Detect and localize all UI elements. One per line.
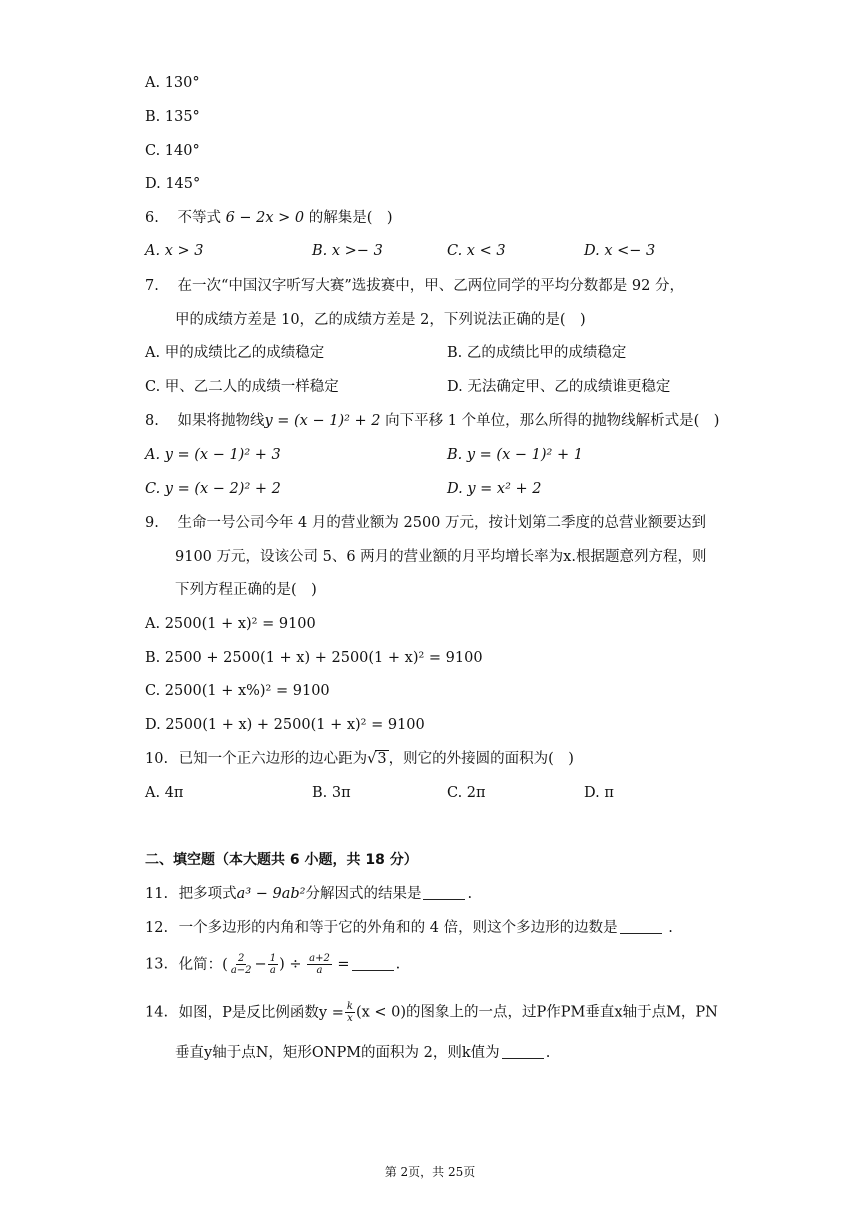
- q6-option-b: B. x >− 3: [312, 243, 383, 259]
- q10-option-c: C. 2π: [447, 785, 486, 801]
- q6-option-d: D. x <− 3: [584, 243, 656, 259]
- q7-option-a: A. 甲的成绩比乙的成绩稳定: [145, 345, 325, 361]
- question-text: (x < 0)的图象上的一点，过P作PM垂直x轴于点M，PN: [355, 1004, 718, 1021]
- question-8: [145, 411, 719, 431]
- q7-option-c: C. 甲、乙二人的成绩一样稳定: [145, 379, 339, 395]
- question-12: [145, 918, 673, 938]
- q10-option-b: B. 3π: [312, 785, 351, 801]
- numerator: 1: [269, 953, 277, 964]
- period: .: [467, 886, 473, 902]
- q7-option-d: D. 无法确定甲、乙的成绩谁更稳定: [447, 379, 671, 395]
- question-text: 已知一个正六边形的边心距为: [178, 751, 368, 767]
- question-text: 向下平移 1 个单位，那么所得的抛物线解析式是( ): [385, 413, 720, 429]
- q7-option-b: B. 乙的成绩比甲的成绩稳定: [447, 345, 627, 361]
- question-9: [145, 513, 706, 533]
- q8-option-b: B. y = (x − 1)² + 1: [447, 447, 583, 463]
- q5-option-b: B. 135°: [145, 109, 200, 125]
- question-14: [145, 1001, 718, 1024]
- q8-option-a: A. y = (x − 1)² + 3: [145, 447, 281, 463]
- question-number: 10.: [145, 751, 169, 767]
- question-text: 在一次“中国汉字听写大赛”选拔赛中，甲、乙两位同学的平均分数都是 92 分，: [177, 278, 684, 294]
- period: .: [395, 956, 401, 973]
- question-number: 13.: [145, 956, 169, 973]
- question-text: 如图，P是反比例函数y =: [178, 1004, 344, 1021]
- math-expression: 6 − 2x > 0: [225, 210, 305, 226]
- question-text: 分解因式的结果是: [305, 886, 422, 902]
- answer-blank: [423, 885, 465, 900]
- question-text: 不等式: [177, 210, 221, 226]
- q5-option-d: D. 145°: [145, 176, 201, 192]
- question-14-line-2: [175, 1043, 550, 1063]
- question-text: 生命一号公司今年 4 月的营业额为 2500 万元，按计划第二季度的总营业额要达到: [177, 515, 707, 531]
- denominator: a−2: [230, 965, 252, 976]
- period: .: [545, 1045, 551, 1061]
- answer-blank: [352, 956, 394, 971]
- fraction: [307, 953, 332, 976]
- question-text: 如果将抛物线: [177, 413, 265, 429]
- q8-option-c: C. y = (x − 2)² + 2: [145, 481, 281, 497]
- question-text: 的解集是( ): [308, 210, 393, 226]
- question-number: 12.: [145, 920, 169, 936]
- q9-option-a: A. 2500(1 + x)² = 9100: [145, 616, 316, 632]
- question-number: 7.: [145, 278, 159, 294]
- page-footer: 第 2页，共 25页: [384, 1165, 476, 1179]
- answer-blank: [502, 1044, 544, 1059]
- denominator: x: [347, 1013, 353, 1024]
- question-number: 6.: [145, 210, 159, 226]
- q9-option-b: B. 2500 + 2500(1 + x) + 2500(1 + x)² = 9100: [145, 650, 483, 666]
- question-text: 垂直y轴于点N，矩形ONPM的面积为 2，则k值为: [175, 1045, 500, 1061]
- operator: =: [337, 956, 350, 973]
- fraction: [268, 953, 278, 976]
- question-number: 8.: [145, 413, 159, 429]
- numerator: a+2: [309, 953, 330, 964]
- question-text: 把多项式: [178, 886, 237, 902]
- q8-option-d: D. y = x² + 2: [447, 481, 542, 497]
- question-6: [145, 208, 393, 228]
- numerator: k: [346, 1001, 353, 1012]
- sqrt-symbol: √: [367, 751, 377, 767]
- section-heading: 二、填空题（本大题共 6 小题，共 18 分）: [145, 852, 418, 868]
- denominator: a: [316, 965, 323, 976]
- question-10: [145, 749, 574, 769]
- operator: −: [254, 956, 267, 973]
- math-expression: y = (x − 1)² + 2: [264, 413, 381, 429]
- operator: ) ÷: [279, 956, 302, 973]
- question-text: 一个多边形的内角和等于它的外角和的 4 倍，则这个多边形的边数是: [178, 920, 618, 936]
- question-number: 9.: [145, 515, 159, 531]
- question-11: [145, 884, 472, 904]
- period: .: [663, 920, 673, 936]
- q10-option-a: A. 4π: [145, 785, 184, 801]
- question-text: ，则它的外接圆的面积为( ): [388, 751, 574, 767]
- q6-option-c: C. x < 3: [447, 243, 506, 259]
- answer-blank: [620, 919, 662, 934]
- q5-option-c: C. 140°: [145, 143, 200, 159]
- q6-option-a: A. x > 3: [145, 243, 204, 259]
- question-7-line-2: 甲的成绩方差是 10，乙的成绩方差是 2，下列说法正确的是( ): [175, 312, 586, 328]
- question-9-line-2: 9100 万元，设该公司 5、6 两月的营业额的月平均增长率为x.根据题意列方程，则: [175, 549, 707, 565]
- question-text: 化简：(: [178, 956, 228, 973]
- fraction: [229, 953, 254, 976]
- sqrt-value: 3: [377, 751, 387, 767]
- q10-option-d: D. π: [584, 785, 614, 801]
- numerator: 2: [238, 953, 245, 964]
- question-number: 11.: [145, 886, 169, 902]
- question-13: [145, 953, 400, 976]
- math-expression: a³ − 9ab²: [236, 886, 306, 902]
- fraction: [345, 1001, 355, 1024]
- q5-option-a: A. 130°: [145, 75, 200, 91]
- q9-option-c: C. 2500(1 + x%)² = 9100: [145, 683, 330, 699]
- denominator: a: [269, 965, 276, 976]
- question-7: [145, 276, 684, 296]
- question-number: 14.: [145, 1004, 169, 1021]
- q9-option-d: D. 2500(1 + x) + 2500(1 + x)² = 9100: [145, 717, 425, 733]
- question-9-line-3: 下列方程正确的是( ): [175, 582, 317, 598]
